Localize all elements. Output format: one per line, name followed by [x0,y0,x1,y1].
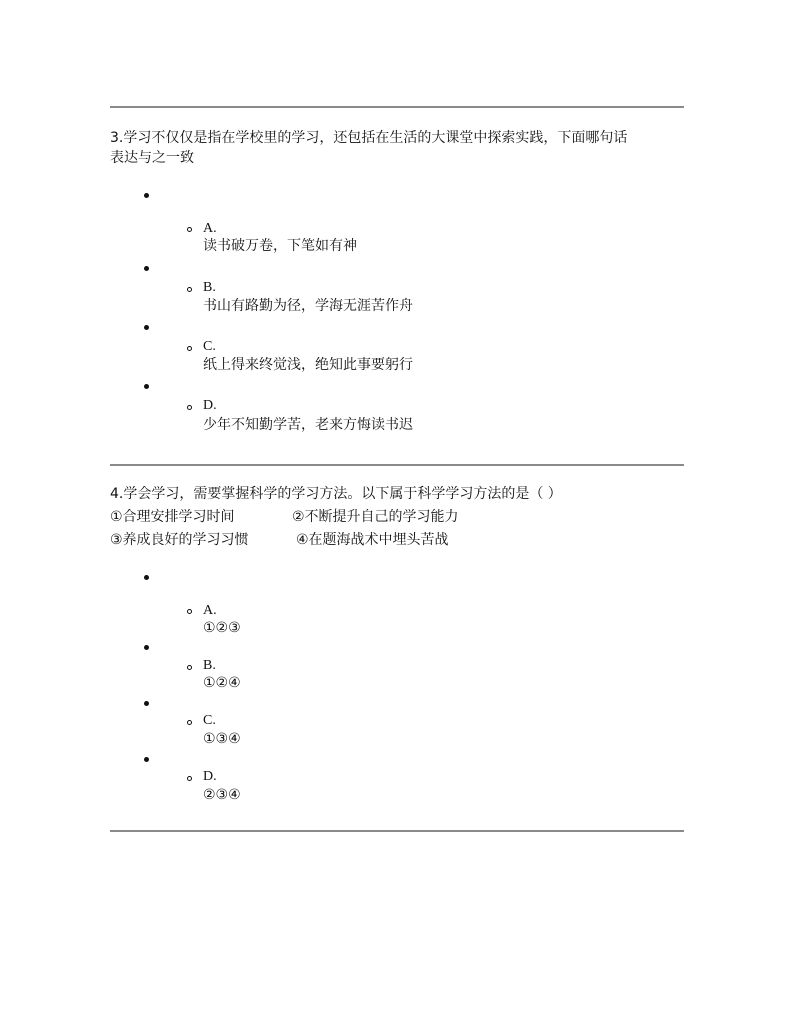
q4-option-d-radio[interactable] [187,776,192,781]
q4-option-d-bullet [144,757,149,762]
q4-option-a-text[interactable]: ①②③ [203,620,241,636]
q4-option-b-text[interactable]: ①②④ [203,675,241,691]
q4-option-d-text[interactable]: ②③④ [203,787,241,803]
q4-option-c-bullet [144,701,149,706]
q4-option-c-letter: C. [203,713,216,728]
q4-option-d-letter: D. [203,769,217,784]
q3-option-a-bullet [144,193,149,198]
q4-statement-2: ②不断提升自己的学习能力 [292,509,459,525]
divider-bottom [110,830,684,832]
q3-option-a-letter: A. [203,221,217,236]
q4-option-b-letter: B. [203,658,216,673]
q4-option-c-radio[interactable] [187,720,192,725]
q3-option-d-text[interactable]: 少年不知勤学苦，老来方悔读书迟 [203,417,413,433]
q3-option-c-radio[interactable] [187,346,192,351]
q3-stem-line2: 表达与之一致 [110,150,194,166]
q3-option-c-text[interactable]: 纸上得来终觉浅，绝知此事要躬行 [203,357,413,373]
divider-middle [110,464,684,466]
q3-stem-line1: 3.学习不仅仅是指在学校里的学习，还包括在生活的大课堂中探索实践，下面哪句话 [110,130,628,146]
q3-option-b-radio[interactable] [187,287,192,292]
q4-option-a-radio[interactable] [187,609,192,614]
q4-option-b-radio[interactable] [187,665,192,670]
q3-option-d-radio[interactable] [187,405,192,410]
q4-option-a-letter: A. [203,603,217,618]
q4-stem-line1: 4.学会学习，需要掌握科学的学习方法。以下属于科学学习方法的是（ ） [110,486,562,502]
q4-option-b-bullet [144,645,149,650]
q3-option-b-bullet [144,266,149,271]
q3-option-a-text[interactable]: 读书破万卷，下笔如有神 [203,238,357,254]
q4-statement-4: ④在题海战术中埋头苦战 [296,532,449,548]
q3-option-d-letter: D. [203,398,217,413]
q3-option-b-text[interactable]: 书山有路勤为径，学海无涯苦作舟 [203,298,413,314]
q4-statement-1: ①合理安排学习时间 [110,509,235,525]
q3-option-b-letter: B. [203,280,216,295]
q4-option-c-text[interactable]: ①③④ [203,731,241,747]
q3-option-c-letter: C. [203,339,216,354]
q3-option-d-bullet [144,384,149,389]
q3-option-c-bullet [144,325,149,330]
divider-top [110,106,684,108]
q3-option-a-radio[interactable] [187,227,192,232]
q4-option-a-bullet [144,575,149,580]
q4-statement-3: ③养成良好的学习习惯 [110,532,249,548]
